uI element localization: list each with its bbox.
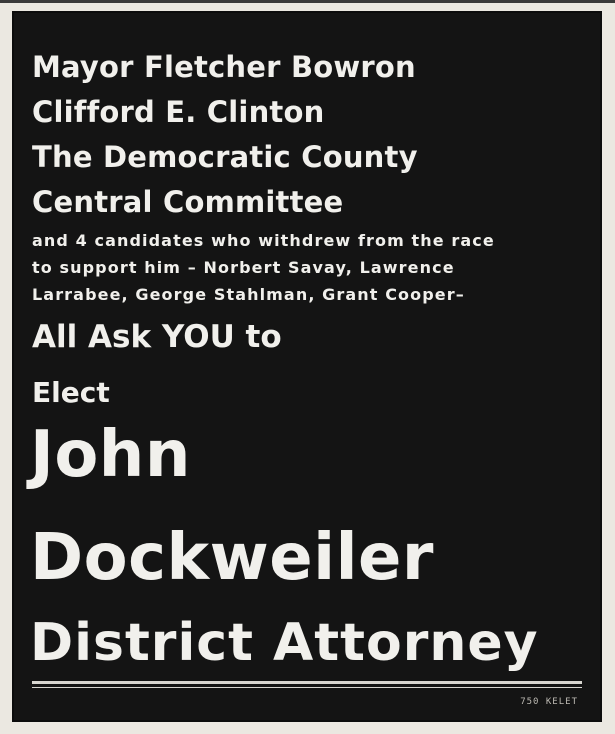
withdrew-line-3: Larrabee, George Stahlman, Grant Cooper– [32,285,465,304]
office-title: District Attorney [30,613,539,673]
ad-code: 750 KELET [520,697,578,707]
candidate-last-name: Dockweiler [30,521,434,595]
bottom-rule-thick [32,681,582,684]
endorser-line-1: Mayor Fletcher Bowron [32,50,416,84]
ask-line: All Ask YOU to [32,319,282,355]
withdrew-line-1: and 4 candidates who withdrew from the race [32,231,495,250]
political-advertisement [12,11,602,722]
withdrew-line-2: to support him – Norbert Savay, Lawrence [32,258,455,277]
endorser-line-2: Clifford E. Clinton [32,95,325,129]
endorser-line-4: Central Committee [32,185,344,219]
bottom-rule-thin [32,687,582,688]
endorser-line-3: The Democratic County [32,140,418,174]
elect-line: Elect [32,376,110,409]
top-border-rule [0,0,615,3]
candidate-first-name: John [30,418,191,492]
